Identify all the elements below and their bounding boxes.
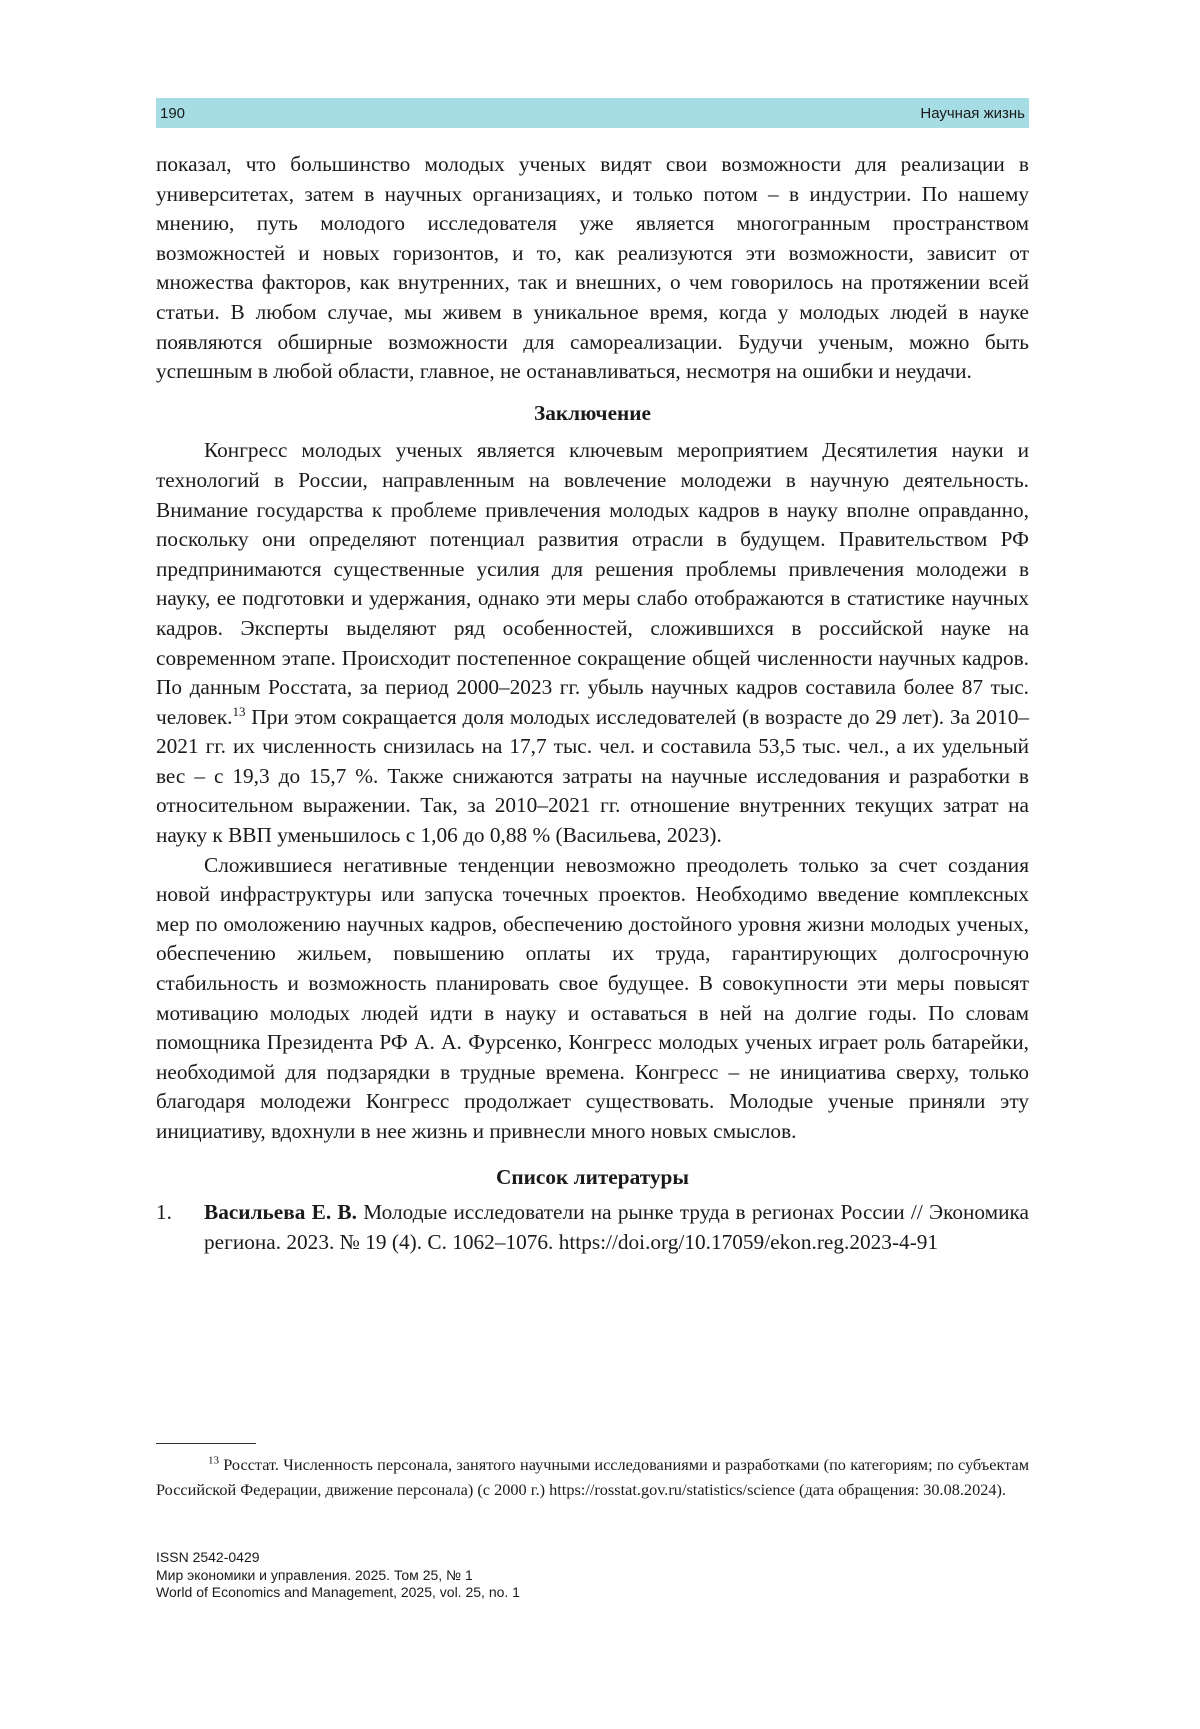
conclusion-heading: Заключение (533, 400, 652, 425)
paragraph-3: Сложившиеся негативные тенденции невозможно преодолеть только за счет создания новой инфраструктуры или запуска точечных проектов. Необходимо введение комплексных мер по омоложению научных кадров, обеспечению достойного уровня жизни молодых ученых, обеспечению жильем, повышению оплаты их труда, гарантирующих долгосрочную стабильность и возможность планировать свое будущее. В совокупности эти меры повысят мотивацию молодых людей идти в науку и оставаться в ней на долгие годы. По словам помощника Президента РФ А. А. Фурсенко, Конгресс молодых ученых играет роль батарейки, необходимой для подзарядки в трудные времена. Конгресс – не инициатива сверху, только благодаря молодежи Конгресс продолжает существовать. Молодые ученые приняли эту инициативу, вдохнули в нее жизнь и привнесли много новых смыслов. (156, 852, 1029, 1143)
running-header (156, 98, 1029, 128)
journal-title-en: World of Economics and Management, 2025, vol. 25, no. 1 (156, 1584, 520, 1600)
paragraph-2 (156, 436, 1029, 850)
paragraph-2-part-b: При этом сокращается доля молодых исследователей (в возрасте до 29 лет). За 2010–2021 гг. их численность снизилась на 17,7 тыс. чел. и составила 53,5 тыс. чел., а их удельный вес – с 19,3 до 15,7 %. Также снижаются затраты на научные исследования и разработки в относительном выражении. Так, за 2010–2021 гг. отношение внутренних текущих затрат на науку к ВВП уменьшилось с 1,06 до 0,88 % (Васильева, 2023). (156, 704, 1029, 848)
footnote-mark: 13 (208, 1454, 219, 1467)
issn-line: ISSN 2542-0429 (156, 1549, 260, 1565)
journal-title-ru: Мир экономики и управления. 2025. Том 25, № 1 (156, 1566, 473, 1583)
paragraph-2-part-a: Конгресс молодых ученых является ключевым мероприятием Десятилетия науки и технологий в России, направленным на вовлечение молодежи в научную деятельность. Внимание государства к проблеме привлечения молодых кадров в науку вполне оправданно, поскольку они определяют потенциал развития отрасли в будущем. Правительством РФ предпринимаются существенные усилия для решения проблемы привлечения молодежи в науку, ее подготовки и удержания, однако эти меры слабо отображаются в статистике научных кадров. Эксперты выделяют ряд особенностей, сложившихся в российской науке на современном этапе. Происходит постепенное сокращение общей численности научных кадров. По данным Росстата, за период 2000–2023 гг. убыль научных кадров составила более 87 тыс. человек. (156, 438, 1029, 729)
page-number: 190 (160, 104, 186, 122)
article-body (156, 150, 1029, 1257)
footnote-13 (156, 1452, 1029, 1502)
section-name: Научная жизнь (920, 104, 1025, 122)
footnote-reference-13[interactable]: 13 (232, 703, 246, 719)
reference-author: Васильева Е. В. (204, 1200, 357, 1225)
footnote-text[interactable]: Росстат. Численность персонала, занятого научными исследованиями и разработками (по категориям; по субъектам Российской Федерации, движение персонала) (с 2000 г.) https://rosstat.gov.ru/statistics/science (дата обращения: 30.08.2024). (156, 1455, 1029, 1499)
reference-number: 1. (156, 1200, 172, 1225)
paragraph-1: показал, что большинство молодых ученых видят свои возможности для реализации в университетах, затем в научных организациях, и только потом – в индустрии. По нашему мнению, путь молодого исследователя уже является многогранным пространством возможностей и новых горизонтов, и то, как реализуются эти возможности, зависит от множества факторов, как внутренних, так и внешних, о чем говорилось на протяжении всей статьи. В любом случае, мы живем в уникальное время, когда у молодых людей в науке появляются обширные возможности для самореализации. Будучи ученым, можно быть успешным в любой области, главное, не останавливаться, несмотря на ошибки и неудачи. (156, 152, 1029, 384)
reference-list (156, 1198, 1029, 1257)
references-heading: Список литературы (496, 1164, 689, 1189)
footnote-divider (156, 1443, 256, 1444)
page-footer (156, 1549, 520, 1602)
reference-item (156, 1198, 1029, 1257)
reference-details[interactable]: Молодые исследователи на рынке труда в регионах России // Экономика региона. 2023. № 19 (4). С. 1062–1076. https://doi.org/10.17059/ekon.reg.2023-4-91 (204, 1200, 1029, 1254)
reference-text (204, 1198, 1029, 1257)
